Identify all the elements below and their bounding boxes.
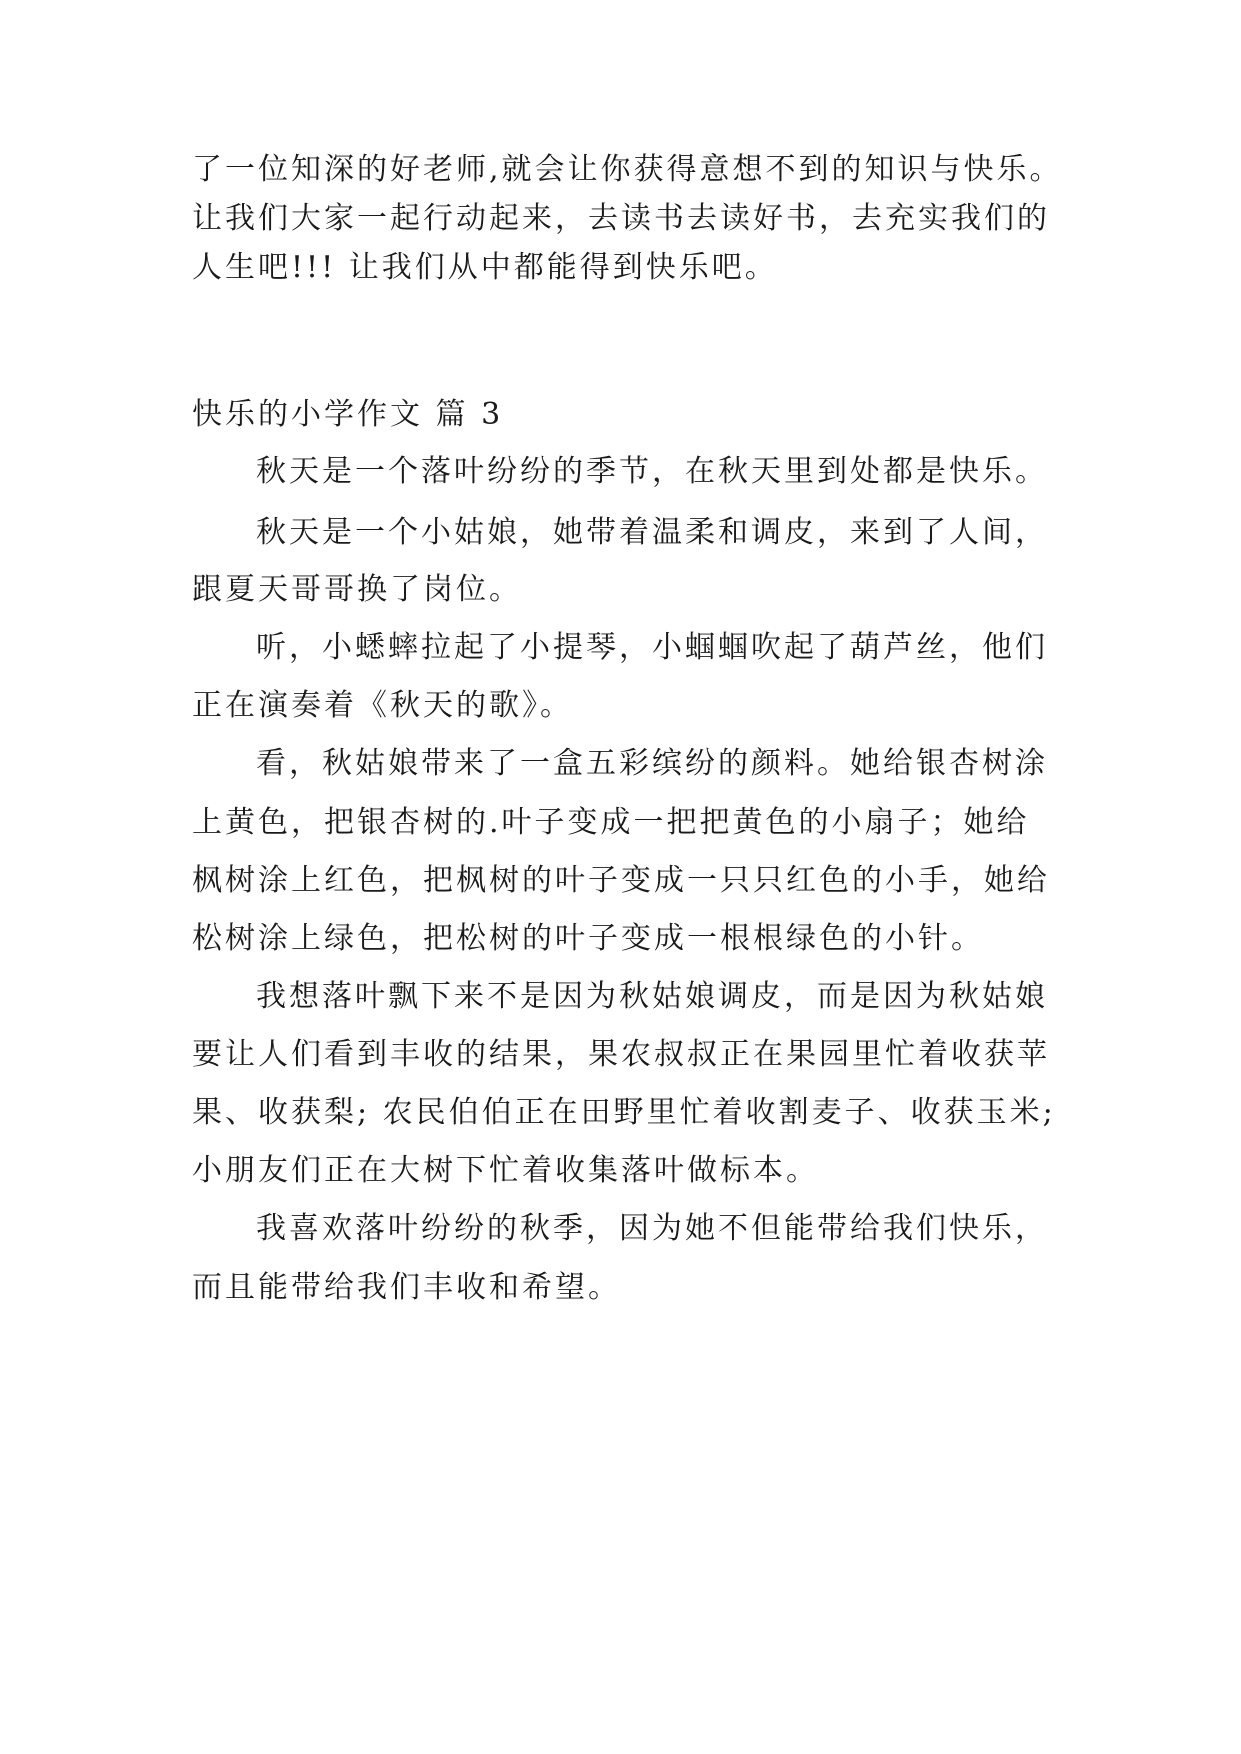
paragraph-line: 要让人们看到丰收的结果，果农叔叔正在果园里忙着收获苹 bbox=[192, 1037, 1050, 1072]
paragraph-line: 让我们大家一起行动起来，去读书去读好书，去充实我们的 bbox=[192, 201, 1050, 236]
paragraph-line: 跟夏天哥哥换了岗位。 bbox=[192, 572, 522, 607]
paragraph-line: 了一位知深的好老师,就会让你获得意想不到的知识与快乐。 bbox=[192, 152, 1063, 187]
paragraph-line: 果、收获梨; 农民伯伯正在田野里忙着收割麦子、收获玉米; bbox=[192, 1095, 1056, 1130]
paragraph-line: 而且能带给我们丰收和希望。 bbox=[192, 1270, 621, 1305]
paragraph-line: 小朋友们正在大树下忙着收集落叶做标本。 bbox=[192, 1153, 819, 1188]
paragraph-line: 人生吧!!! 让我们从中都能得到快乐吧。 bbox=[192, 250, 778, 285]
paragraph-line: 看，秋姑娘带来了一盒五彩缤纷的颜料。她给银杏树涂 bbox=[256, 746, 1048, 781]
paragraph-line: 秋天是一个小姑娘，她带着温柔和调皮，来到了人间， bbox=[256, 515, 1048, 550]
paragraph-line: 我喜欢落叶纷纷的秋季，因为她不但能带给我们快乐， bbox=[256, 1211, 1048, 1246]
paragraph-line: 上黄色，把银杏树的.叶子变成一把把黄色的小扇子；她给 bbox=[192, 805, 1030, 840]
section-title: 快乐的小学作文 篇 3 bbox=[192, 397, 504, 432]
paragraph-line: 正在演奏着《秋天的歌》。 bbox=[192, 688, 573, 723]
paragraph-line: 我想落叶飘下来不是因为秋姑娘调皮，而是因为秋姑娘 bbox=[256, 979, 1048, 1014]
paragraph-line: 听，小蟋蟀拉起了小提琴，小蝈蝈吹起了葫芦丝，他们 bbox=[256, 630, 1048, 665]
paragraph-line: 秋天是一个落叶纷纷的季节，在秋天里到处都是快乐。 bbox=[256, 454, 1048, 489]
paragraph-line: 枫树涂上红色，把枫树的叶子变成一只只红色的小手，她给 bbox=[192, 863, 1050, 898]
paragraph-line: 松树涂上绿色，把松树的叶子变成一根根绿色的小针。 bbox=[192, 921, 984, 956]
